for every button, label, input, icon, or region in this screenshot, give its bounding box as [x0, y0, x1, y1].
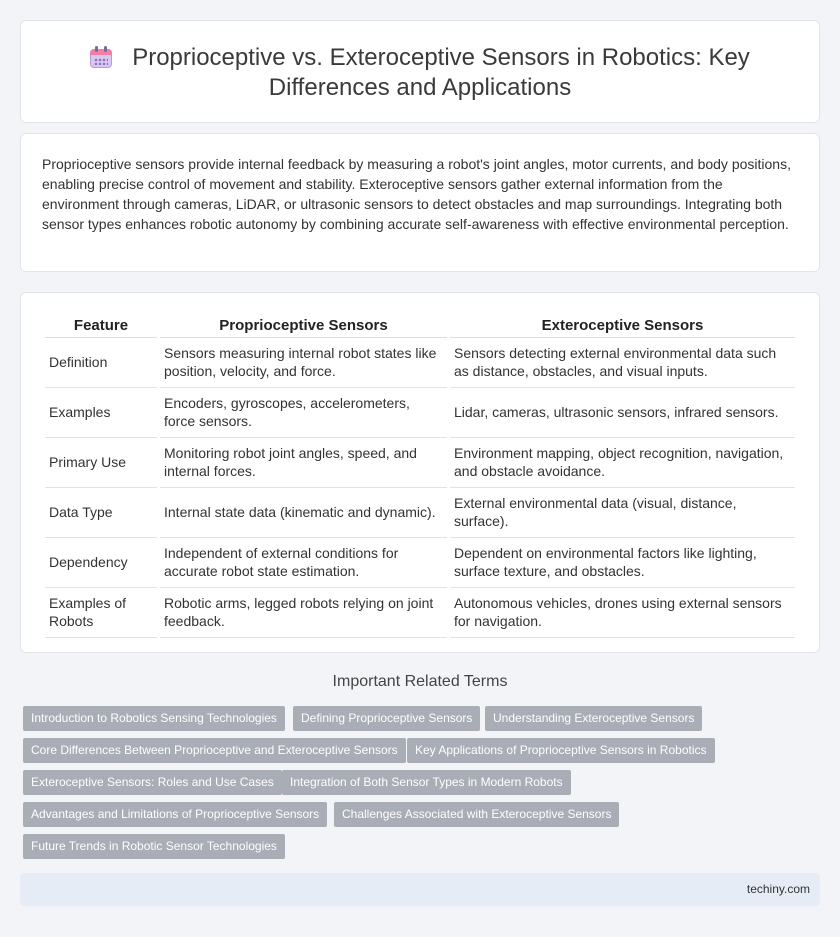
related-tag[interactable]: Key Applications of Proprioceptive Sensors in Robotics [407, 738, 715, 763]
header-exteroceptive: Exteroceptive Sensors [450, 316, 795, 338]
related-tag[interactable]: Introduction to Robotics Sensing Technologies [23, 706, 285, 731]
feature-cell: Primary Use [45, 438, 157, 488]
intro-paragraph: Proprioceptive sensors provide internal feedback by measuring a robot's joint angles, motor currents, and body positions, enabling precise control of movement and stability. Exteroceptive sensors gather external information from the environment through cameras, LiDAR, or ultrasonic sensors to detect obstacles and map surroundings. Integrating both sensor types enhances robotic autonomy by combining accurate self-awareness with effective environmental perception. [42, 156, 791, 232]
proprioceptive-cell: Independent of external conditions for accurate robot state estimation. [160, 538, 447, 588]
related-tag[interactable]: Challenges Associated with Exteroceptive Sensors [334, 802, 619, 827]
exteroceptive-cell: Dependent on environmental factors like lighting, surface texture, and obstacles. [450, 538, 795, 588]
exteroceptive-cell: Sensors detecting external environmental data such as distance, obstacles, and visual inputs. [450, 338, 795, 388]
related-tag[interactable]: Defining Proprioceptive Sensors [293, 706, 480, 731]
table-row [45, 388, 795, 438]
table-row [45, 538, 795, 588]
proprioceptive-cell: Encoders, gyroscopes, accelerometers, force sensors. [160, 388, 447, 438]
related-tag[interactable]: Future Trends in Robotic Sensor Technologies [23, 834, 285, 859]
calendar-icon [90, 46, 112, 68]
comparison-card [20, 292, 820, 653]
footer-site-link[interactable]: techiny.com [746, 882, 810, 896]
related-tag[interactable]: Core Differences Between Proprioceptive and Exteroceptive Sensors [23, 738, 406, 763]
page-title-wrap [81, 43, 759, 103]
title-card [20, 20, 820, 123]
table-row [45, 338, 795, 388]
feature-cell: Examples [45, 388, 157, 438]
proprioceptive-cell: Monitoring robot joint angles, speed, and internal forces. [160, 438, 447, 488]
exteroceptive-cell: Lidar, cameras, ultrasonic sensors, infrared sensors. [450, 388, 795, 438]
related-tag[interactable]: Integration of Both Sensor Types in Modern Robots [282, 770, 571, 795]
related-tag[interactable]: Exteroceptive Sensors: Roles and Use Cases [23, 770, 282, 795]
feature-cell: Examples of Robots [45, 588, 157, 638]
related-tag[interactable]: Understanding Exteroceptive Sensors [485, 706, 702, 731]
proprioceptive-cell: Sensors measuring internal robot states like position, velocity, and force. [160, 338, 447, 388]
footer [20, 873, 820, 906]
intro-card [20, 133, 820, 272]
table-row [45, 438, 795, 488]
related-tag[interactable]: Advantages and Limitations of Proprioceptive Sensors [23, 802, 327, 827]
table-row [45, 488, 795, 538]
header-proprioceptive: Proprioceptive Sensors [160, 316, 447, 338]
table-row [45, 588, 795, 638]
exteroceptive-cell: Environment mapping, object recognition, navigation, and obstacle avoidance. [450, 438, 795, 488]
proprioceptive-cell: Robotic arms, legged robots relying on joint feedback. [160, 588, 447, 638]
table-header-row [45, 316, 795, 338]
page-title: Proprioceptive vs. Exteroceptive Sensors in Robotics: Key Differences and Applications [132, 44, 750, 101]
feature-cell: Data Type [45, 488, 157, 538]
header-feature: Feature [45, 316, 157, 338]
feature-cell: Definition [45, 338, 157, 388]
comparison-table [42, 316, 798, 638]
proprioceptive-cell: Internal state data (kinematic and dynamic). [160, 488, 447, 538]
related-terms-title: Important Related Terms [332, 673, 508, 690]
feature-cell: Dependency [45, 538, 157, 588]
exteroceptive-cell: External environmental data (visual, distance, surface). [450, 488, 795, 538]
exteroceptive-cell: Autonomous vehicles, drones using external sensors for navigation. [450, 588, 795, 638]
